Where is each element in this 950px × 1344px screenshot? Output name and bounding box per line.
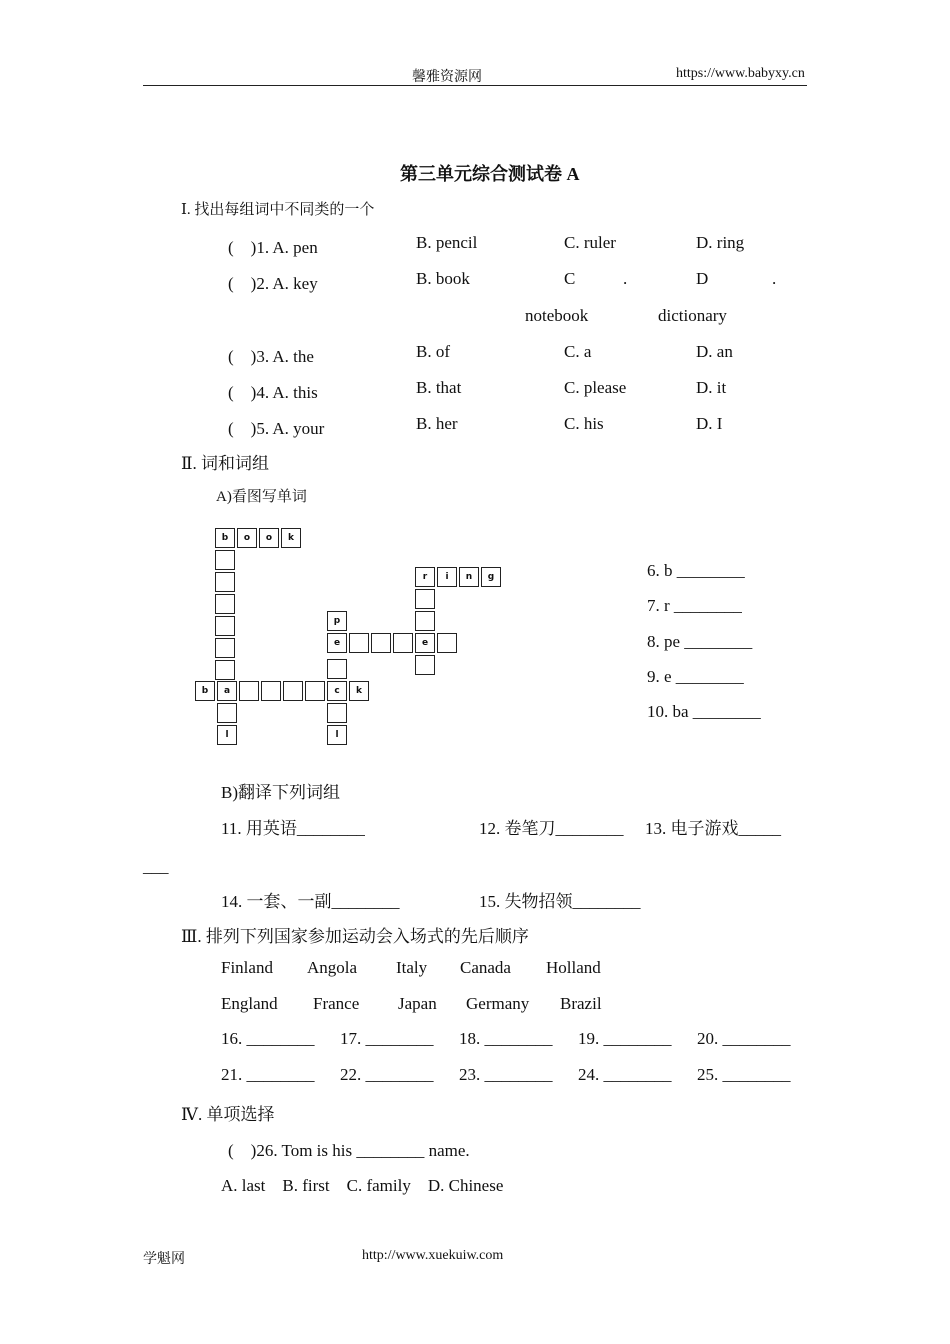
q3-label: ( )3. A. the bbox=[228, 347, 314, 366]
header-site-name: 馨雅资源网 bbox=[412, 70, 482, 85]
q2-option-c: C bbox=[564, 269, 576, 288]
crossword-cell bbox=[215, 660, 235, 680]
crossword-cell: o bbox=[259, 528, 279, 548]
crossword-cell bbox=[215, 616, 235, 636]
crossword-cell: k bbox=[349, 681, 369, 701]
crossword-cell bbox=[215, 572, 235, 592]
crossword-cell bbox=[415, 589, 435, 609]
section2-heading: Ⅱ. 词和词组 bbox=[181, 454, 270, 473]
q11[interactable]: 11. 用英语________ bbox=[221, 819, 365, 838]
blank-17[interactable]: 17. ________ bbox=[340, 1029, 434, 1048]
country-japan: Japan bbox=[398, 994, 437, 1013]
country-england: England bbox=[221, 994, 278, 1013]
crossword-cell bbox=[327, 659, 347, 679]
q2-option-d-word: dictionary bbox=[658, 306, 727, 325]
crossword-cell bbox=[215, 638, 235, 658]
footer-url[interactable]: http://www.xuekuiw.com bbox=[362, 1248, 504, 1263]
q2-label: ( )2. A. key bbox=[228, 274, 318, 293]
crossword-cell bbox=[415, 611, 435, 631]
country-holland: Holland bbox=[546, 958, 601, 977]
crossword-cell: g bbox=[481, 567, 501, 587]
country-angola: Angola bbox=[307, 958, 358, 977]
crossword-cell bbox=[215, 594, 235, 614]
crossword-cell: p bbox=[327, 611, 347, 631]
crossword-cell: l bbox=[327, 725, 347, 745]
header-rule bbox=[143, 85, 807, 86]
country-italy: Italy bbox=[396, 958, 428, 977]
q4-option-d: D. it bbox=[696, 378, 727, 397]
answer-6[interactable]: 6. b ________ bbox=[647, 561, 745, 580]
q1-option-b: B. pencil bbox=[416, 233, 478, 252]
q3-option-d: D. an bbox=[696, 342, 733, 361]
crossword-cell bbox=[215, 550, 235, 570]
blank-25[interactable]: 25. ________ bbox=[697, 1065, 791, 1084]
blank-22[interactable]: 22. ________ bbox=[340, 1065, 434, 1084]
q5-option-c: C. his bbox=[564, 414, 604, 433]
q2-option-d-dot: . bbox=[772, 269, 777, 288]
crossword-cell bbox=[217, 703, 237, 723]
q4-label: ( )4. A. this bbox=[228, 383, 318, 402]
answer-9[interactable]: 9. e ________ bbox=[647, 667, 744, 686]
part-b-heading: B)翻译下列词组 bbox=[221, 783, 340, 802]
crossword-cell: n bbox=[459, 567, 479, 587]
crossword-cell: a bbox=[217, 681, 237, 701]
crossword-cell bbox=[327, 703, 347, 723]
q12[interactable]: 12. 卷笔刀________ bbox=[479, 819, 624, 838]
part-a-heading: A)看图写单词 bbox=[216, 489, 307, 505]
crossword-cell bbox=[393, 633, 413, 653]
crossword-cell: r bbox=[415, 567, 435, 587]
section1-heading: Ⅰ. 找出每组词中不同类的一个 bbox=[181, 202, 375, 218]
crossword-cell: e bbox=[415, 633, 435, 653]
country-finland: Finland bbox=[221, 958, 273, 977]
crossword-cell: b bbox=[215, 528, 235, 548]
crossword-cell bbox=[415, 655, 435, 675]
crossword-cell: b bbox=[195, 681, 215, 701]
q5-option-b: B. her bbox=[416, 414, 458, 433]
crossword-cell bbox=[437, 633, 457, 653]
country-france: France bbox=[313, 994, 360, 1013]
q4-option-b: B. that bbox=[416, 378, 462, 397]
country-germany: Germany bbox=[466, 994, 530, 1013]
crossword-cell bbox=[371, 633, 391, 653]
q13-continued: ___ bbox=[143, 857, 169, 876]
crossword-cell bbox=[305, 681, 325, 701]
answer-10[interactable]: 10. ba ________ bbox=[647, 702, 761, 721]
crossword-cell: c bbox=[327, 681, 347, 701]
section3-heading: Ⅲ. 排列下列国家参加运动会入场式的先后顺序 bbox=[181, 927, 529, 946]
blank-20[interactable]: 20. ________ bbox=[697, 1029, 791, 1048]
crossword-cell bbox=[239, 681, 259, 701]
blank-16[interactable]: 16. ________ bbox=[221, 1029, 315, 1048]
crossword-cell: e bbox=[327, 633, 347, 653]
blank-21[interactable]: 21. ________ bbox=[221, 1065, 315, 1084]
q26-options[interactable]: A. last B. first C. family D. Chinese bbox=[221, 1176, 504, 1195]
q2-option-c-dot: . bbox=[623, 269, 628, 288]
crossword-cell bbox=[349, 633, 369, 653]
crossword-cell: o bbox=[237, 528, 257, 548]
q26: ( )26. Tom is his ________ name. bbox=[228, 1141, 470, 1160]
header-url[interactable]: https://www.babyxy.cn bbox=[676, 66, 805, 81]
q2-option-c-word: notebook bbox=[525, 306, 589, 325]
blank-23[interactable]: 23. ________ bbox=[459, 1065, 553, 1084]
q5-label: ( )5. A. your bbox=[228, 419, 325, 438]
crossword-cell: k bbox=[281, 528, 301, 548]
blank-19[interactable]: 19. ________ bbox=[578, 1029, 672, 1048]
country-brazil: Brazil bbox=[560, 994, 602, 1013]
q5-option-d: D. I bbox=[696, 414, 723, 433]
q15[interactable]: 15. 失物招领________ bbox=[479, 892, 641, 911]
q1-label: ( )1. A. pen bbox=[228, 238, 318, 257]
crossword-cell: i bbox=[437, 567, 457, 587]
q4-option-c: C. please bbox=[564, 378, 627, 397]
answer-8[interactable]: 8. pe ________ bbox=[647, 632, 753, 651]
page-title: 第三单元综合测试卷 A bbox=[400, 164, 580, 184]
crossword-cell bbox=[283, 681, 303, 701]
section4-heading: Ⅳ. 单项选择 bbox=[181, 1105, 275, 1124]
q2-option-d: D bbox=[696, 269, 709, 288]
q1-option-c: C. ruler bbox=[564, 233, 616, 252]
blank-18[interactable]: 18. ________ bbox=[459, 1029, 553, 1048]
footer-site-name: 学魁网 bbox=[143, 1252, 185, 1267]
answer-7[interactable]: 7. r ________ bbox=[647, 596, 742, 615]
q1-option-d: D. ring bbox=[696, 233, 745, 252]
crossword-cell: l bbox=[217, 725, 237, 745]
q2-option-b: B. book bbox=[416, 269, 470, 288]
country-canada: Canada bbox=[460, 958, 511, 977]
q3-option-b: B. of bbox=[416, 342, 450, 361]
blank-24[interactable]: 24. ________ bbox=[578, 1065, 672, 1084]
crossword-cell bbox=[261, 681, 281, 701]
q13[interactable]: 13. 电子游戏_____ bbox=[645, 819, 781, 838]
q3-option-c: C. a bbox=[564, 342, 592, 361]
q14[interactable]: 14. 一套、一副________ bbox=[221, 892, 400, 911]
